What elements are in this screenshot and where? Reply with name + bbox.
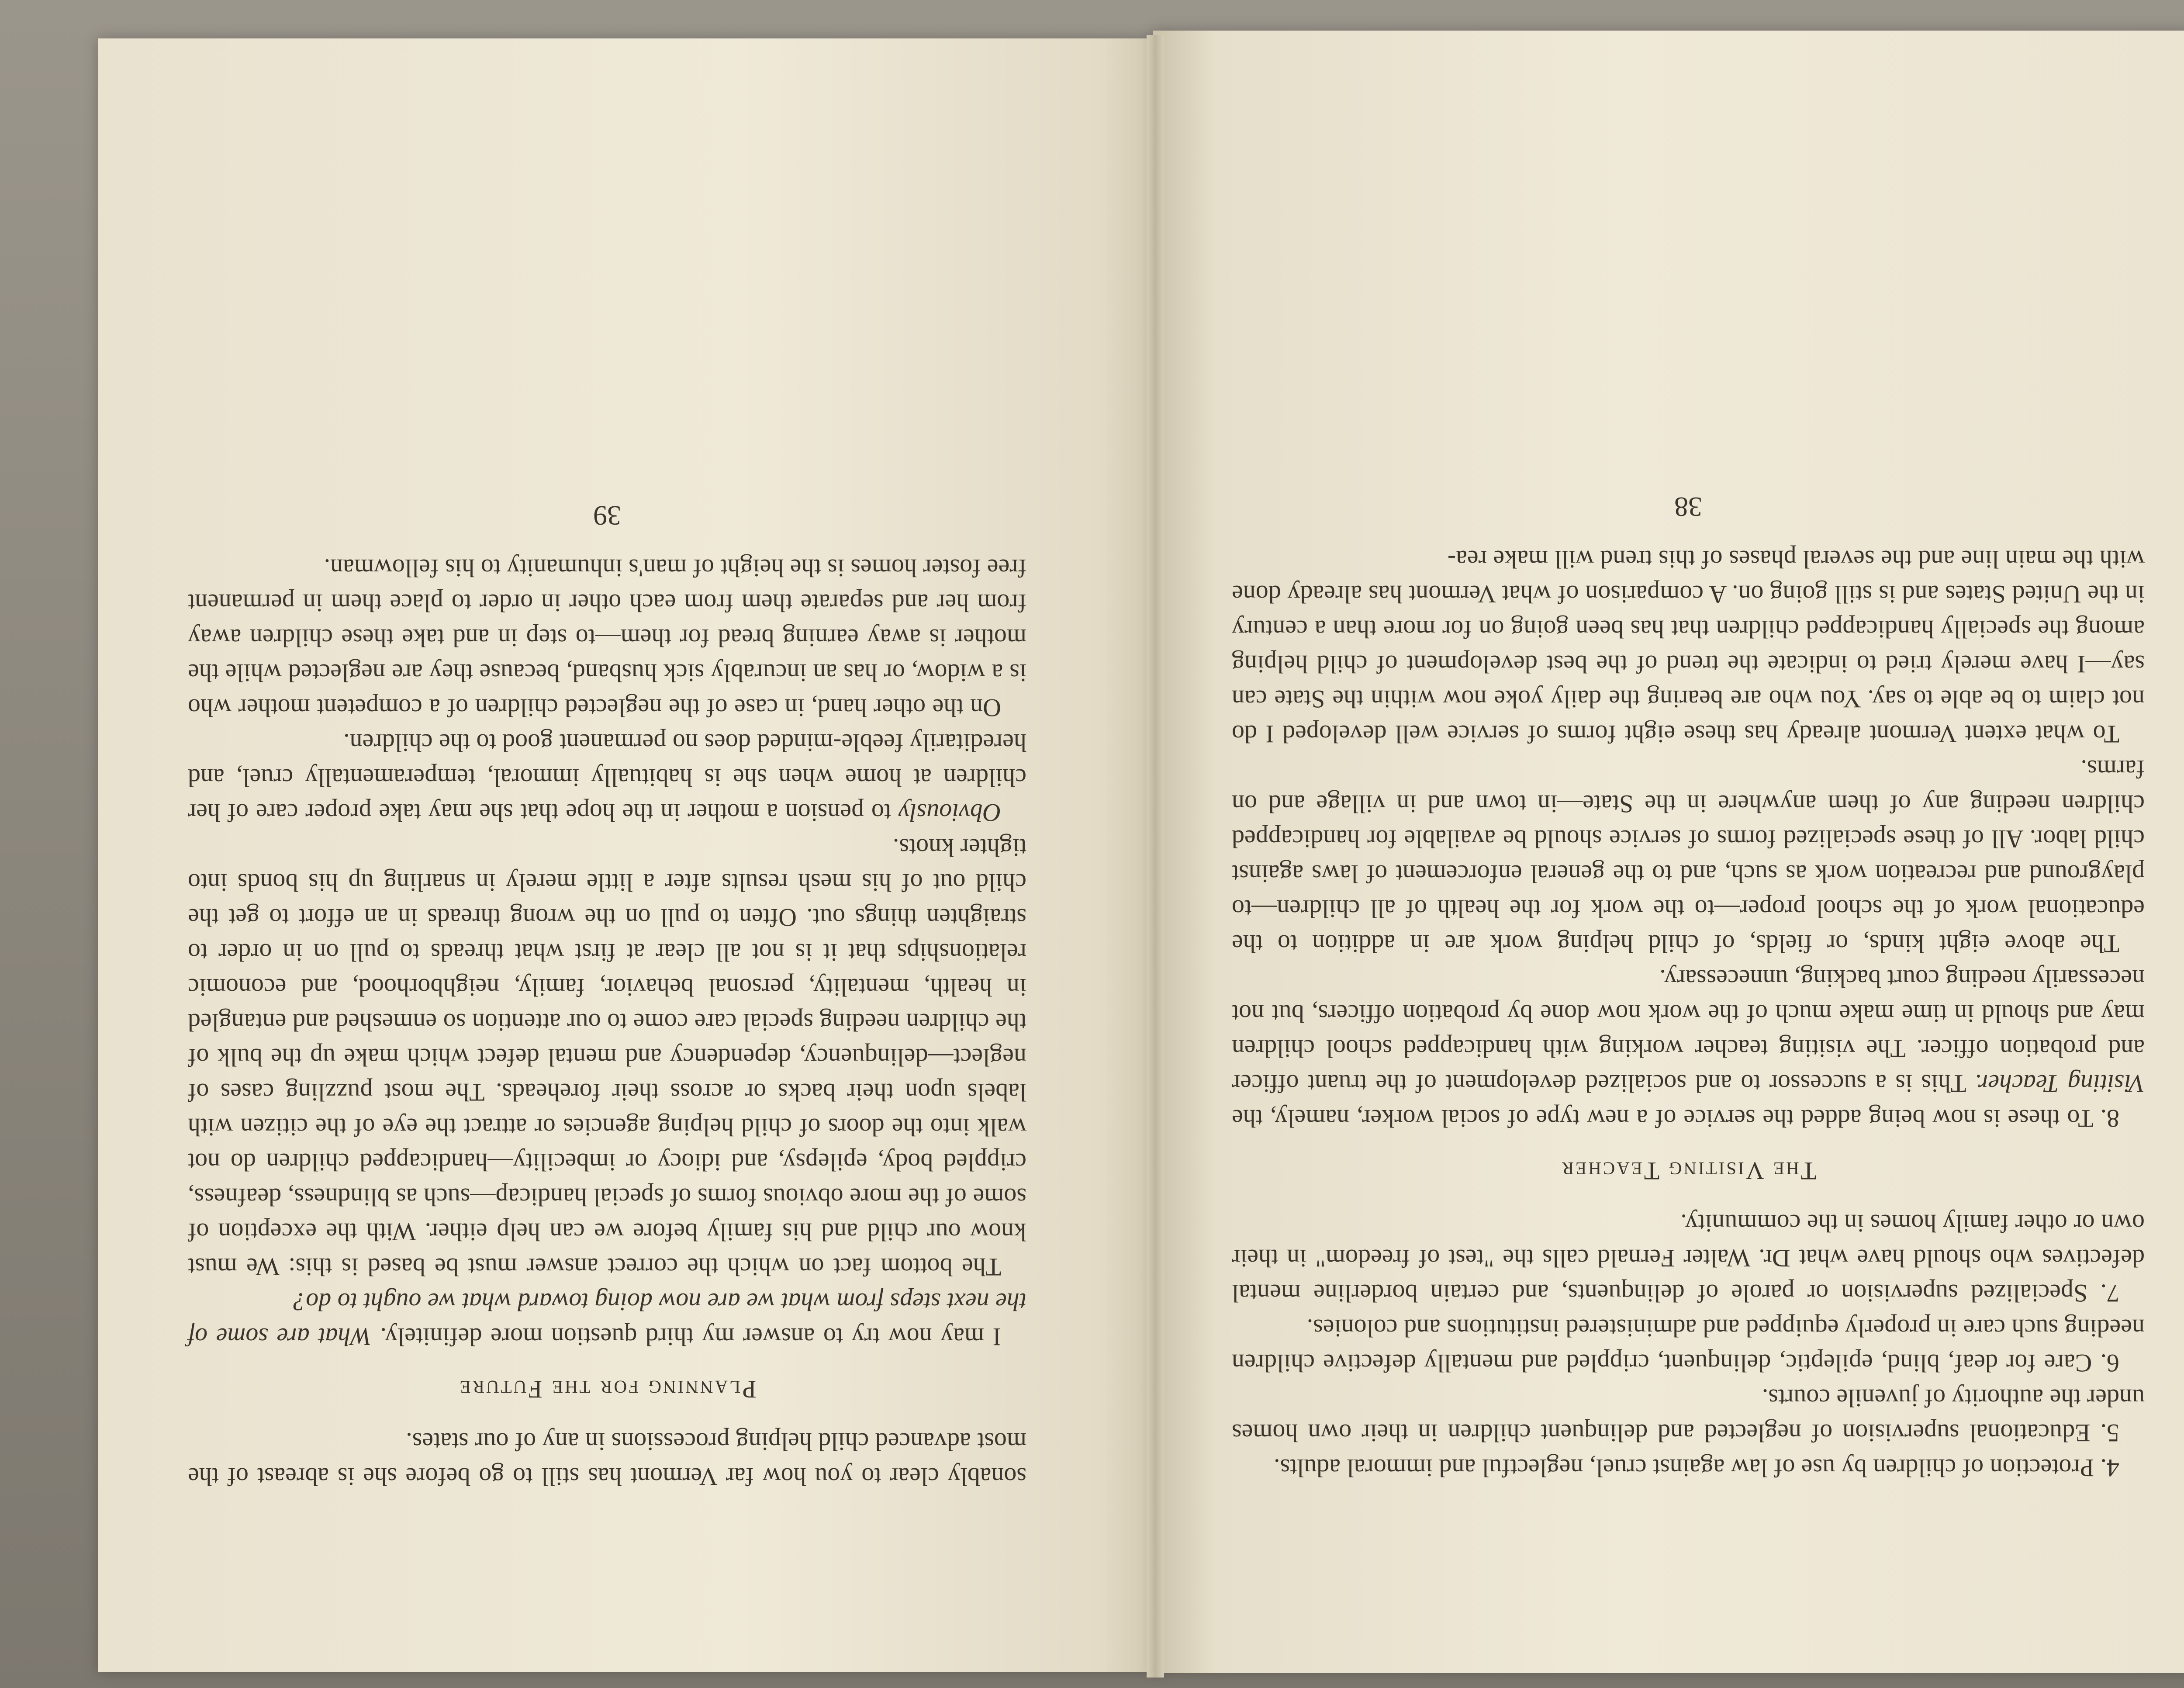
left-paragraph-1-question: What are some of the next steps from what we are now doing toward what we ought to do? [187, 1288, 1026, 1351]
book-gutter [1147, 35, 1164, 1678]
right-item-6: 6. Care for deaf, blind, epileptic, delinquent, crippled and mentally defective children needing such care in properly equipped and administered institutions and colonies. [1232, 1314, 2145, 1377]
right-page-text [1232, 280, 2145, 1485]
right-section-heading: The Visiting Teacher [1560, 1157, 1817, 1185]
right-item-7: 7. Specialized supervision or parole of delinquents, and certain borderline mental defectives who should have what Dr. Walter Fernald calls the "test of freedom" in their own or other family homes in the community. [1232, 1209, 2145, 1308]
right-item-8 [1232, 961, 2145, 1136]
left-paragraph-3 [188, 725, 1026, 830]
left-section-heading: Planning for the Future [458, 1375, 757, 1404]
right-paragraph-extent: To what extent Vermont already has these eight forms of service well developed I do not claim to be able to say. You who are bearing the daily yoke now within the State can say—I have merely tried to indicate the trend of the best development of child helping among the specially handicapped children that has been going on for more than a century in the United States and is still going on. A comparison of what Vermont has already done with the main line and the several phases of this trend will make rea- [1232, 545, 2145, 748]
left-page-number: 39 [593, 500, 621, 531]
left-paragraph-2: The bottom fact on which the correct answer must be based is this: We must know our child and his family before we can help either. With the exception of some of the more obvious forms of special handicap—such as blindness, deafness, crippled body, epilepsy, and idiocy or imbecility—handicapped children do not walk into the doors of child helping agencies or attract the eye of the citizen with labels upon their backs or across their foreheads. The most puzzling cases of neglect—delinquency, dependency and mental defect which make up the bulk of the children needing special care come to our attention so enmeshed and entangled in health, mentality, personal behavior, family, neighborhood, and economic relationships that it is not all clear at first what threads to pull on in order to straighten things out. Often to pull on the wrong threads in an effort to get the child out of his mesh results after a little merely in snarling up his bonds into tighter knots. [188, 834, 1026, 1281]
right-item-4: 4. Protection of children by use of law against cruel, neglectful and immoral adults. [1273, 1454, 2119, 1482]
right-item-5: 5. Educational supervision of neglected and delinquent children in their own homes under the authority of juvenile courts. [1232, 1384, 2145, 1447]
left-paragraph-3-body: to pension a mother in the hope that she may take proper care of her children at home when she is habitually immoral, temperamentally cruel, and hereditarily feeble-minded does no permanent good to the children. [187, 729, 1026, 827]
right-item-8-start: 8. To these is now being added the service of a new type of social worker, namely, the [1232, 1104, 2119, 1133]
right-page-number: 38 [1674, 491, 1702, 522]
left-paragraph-4: On the other hand, in case of the neglected children of a competent mother who is a widow, or has an incurably sick husband, because they are neglected while the mother is away earning bread for them—to step in and take these children away from her and separate them from each other in order to place them in permanent free foster homes is the height of man's inhumanity to his fellowman. [188, 554, 1026, 722]
left-paragraph-1 [188, 1284, 1026, 1354]
right-item-8-end: This is a successor to and socialized development of the truant officer and probation officer. The visiting teacher working with handicapped school children may and should in time make much of the work now done by probation officers, but not necessarily needing court backing, unnecessary. [1232, 965, 2145, 1098]
left-page-text [188, 280, 1026, 1494]
right-paragraph-above: The above eight kinds, or fields, of child helping work are in addition to the educational work of the school proper—to the work for the health of all children—to playground and recreation work as such, and to the general enforcement of laws against child labor. All of these specialized forms of service should be available for handicapped children needing any of them anywhere in the State—in town and in village and on farms. [1232, 755, 2145, 958]
left-opening-paragraph: sonably clear to you how far Vermont has still to go before she is abreast of the most advanced child helping processions in any of our states. [188, 1428, 1026, 1491]
right-item-8-italic: Visiting Teacher. [1974, 1069, 2145, 1098]
left-paragraph-1-intro: I may now try to answer my third question more definitely. [380, 1323, 1001, 1351]
left-paragraph-3-italic: Obviously [898, 799, 1001, 827]
